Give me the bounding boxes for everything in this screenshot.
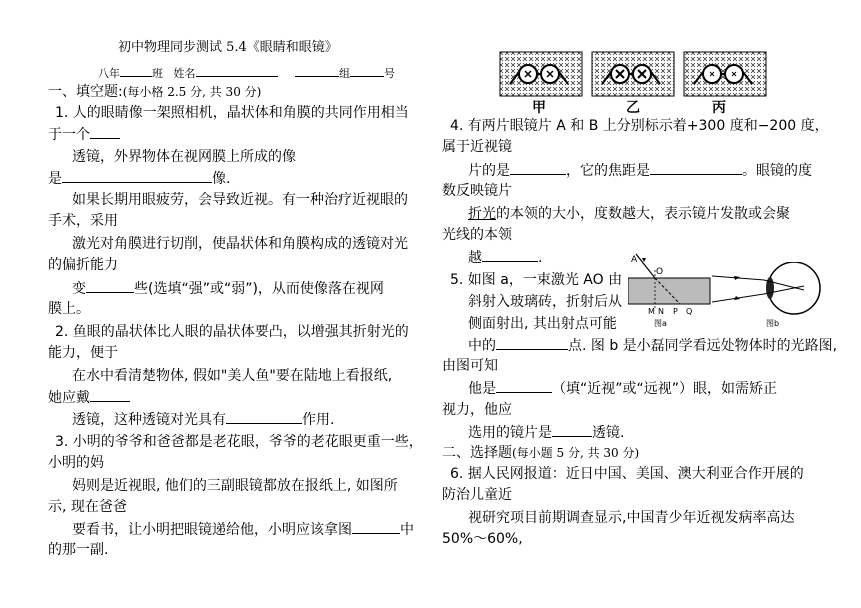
point-o-label: O bbox=[656, 267, 664, 277]
q4-answer-underlined: 折光 bbox=[468, 206, 496, 222]
q2-text: 透镜，这种透镜对光具有 bbox=[72, 412, 226, 428]
q5-blank2[interactable] bbox=[496, 378, 552, 393]
grade-label: 八年 bbox=[98, 67, 120, 80]
q1-line6: 手术，采用 bbox=[48, 213, 118, 229]
q1-blank2[interactable] bbox=[62, 168, 212, 183]
section2-header bbox=[442, 443, 639, 463]
q4-text: 的本领的大小，度数越大，表示镜片发散或会聚 bbox=[496, 206, 790, 222]
q4-blank2[interactable] bbox=[650, 160, 742, 175]
number-blank[interactable] bbox=[350, 62, 384, 77]
q3-blank1[interactable] bbox=[352, 519, 400, 534]
point-q-label: Q bbox=[686, 307, 693, 316]
q4-line6: 光线的本领 bbox=[442, 227, 512, 243]
q4-text: 越 bbox=[468, 250, 482, 266]
q1-line7: 激光对角膜进行切削，使晶状体和角膜构成的透镜对光 bbox=[72, 236, 408, 252]
name-label: 姓名 bbox=[173, 67, 196, 80]
glasses-panel-bing bbox=[684, 52, 766, 96]
q3-line2: 小明的妈 bbox=[48, 455, 104, 471]
q6-line4: 50%～60%, bbox=[442, 531, 523, 547]
q3-text: 中 bbox=[400, 522, 414, 538]
q4-blank3[interactable] bbox=[482, 247, 538, 262]
q6-line2: 防治儿童近 bbox=[442, 487, 512, 503]
group-label: 组 bbox=[338, 67, 350, 80]
q1-line4 bbox=[48, 168, 230, 189]
section2-heading: 二、选择题 bbox=[442, 445, 512, 461]
q1-blank1[interactable] bbox=[90, 124, 120, 139]
q1-text: 是 bbox=[48, 171, 62, 187]
q2-blank2[interactable] bbox=[226, 409, 302, 424]
q5-line5: 由图可知 bbox=[442, 358, 498, 374]
q2-text: 她应戴 bbox=[48, 390, 90, 406]
q1-blank3[interactable] bbox=[86, 278, 134, 293]
q4-line5 bbox=[468, 204, 790, 224]
q4-line2: 属于近视镜 bbox=[442, 139, 512, 155]
q1-line9 bbox=[72, 278, 384, 299]
q4-line4: 数反映镜片 bbox=[442, 183, 512, 199]
q4-text: . bbox=[538, 250, 543, 266]
q3-line3: 妈则是近视眼, 他们的三副眼镜都放在报纸上, 如图所 bbox=[72, 478, 398, 494]
q2-line1: 2. 鱼眼的晶状体比人眼的晶状体要凸，以增强其折射光的 bbox=[55, 324, 409, 340]
q3-line5 bbox=[72, 519, 414, 540]
q2-text: 作用. bbox=[302, 412, 335, 428]
q2-line3: 在水中看清楚物体, 假如"美人鱼"要在陆地上看报纸, bbox=[72, 368, 393, 384]
q5-line7: 视力，他应 bbox=[442, 402, 512, 418]
figure-label-jia: 甲 bbox=[532, 100, 546, 116]
glass-block-figure bbox=[628, 252, 712, 330]
q4-text: 片的是 bbox=[468, 163, 510, 179]
section2-scoring: (每小题 5 分, 共 30 分) bbox=[512, 446, 640, 460]
section1-header bbox=[48, 82, 261, 102]
glasses-panel-yi bbox=[592, 52, 674, 96]
glasses-panel-jia bbox=[500, 52, 582, 96]
q3-line1: 3. 小明的爷爷和爸爸都是老花眼，爷爷的老花眼更重一些， bbox=[55, 434, 423, 450]
q2-line4 bbox=[48, 387, 130, 408]
q1-line3: 透镜，外界物体在视网膜上所成的像 bbox=[72, 149, 296, 165]
q4-line7 bbox=[468, 247, 542, 268]
q5-text: （填“近视”或“远视”）眼，如需矫正 bbox=[552, 381, 778, 397]
q5-blank3[interactable] bbox=[552, 422, 592, 437]
class-label: 班 bbox=[152, 67, 163, 80]
figure-label-bing: 丙 bbox=[712, 100, 726, 116]
q6-line1: 6. 据人民网报道：近日中国、美国、澳大利亚合作开展的 bbox=[450, 466, 804, 482]
q1-line8: 的偏折能力 bbox=[48, 257, 118, 273]
q4-line3 bbox=[468, 160, 812, 181]
section1-scoring: (每小格 2.5 分, 共 30 分) bbox=[122, 85, 262, 99]
q2-line2: 能力，便于 bbox=[48, 345, 118, 361]
name-blank[interactable] bbox=[196, 62, 278, 77]
q5-line2: 斜射入玻璃砖，折射后从 bbox=[468, 294, 622, 310]
q6-line3: 视研究项目前期调查显示,中国青少年近视发病率高达 bbox=[468, 510, 795, 526]
q5-blank1[interactable] bbox=[496, 335, 568, 350]
eye-figure bbox=[712, 262, 824, 330]
q5-text: 他是 bbox=[468, 381, 496, 397]
group-blank[interactable] bbox=[295, 62, 339, 77]
q3-line4: 示, 现在爸爸 bbox=[48, 499, 127, 515]
grade-blank[interactable] bbox=[120, 62, 152, 77]
figure-label-yi: 乙 bbox=[626, 100, 640, 116]
q1-text: 变 bbox=[72, 281, 86, 297]
q5-line6 bbox=[468, 378, 777, 399]
q5-line8 bbox=[468, 422, 624, 443]
q1-line1: 1. 人的眼睛像一架照相机，晶状体和角膜的共同作用相当 bbox=[55, 105, 409, 121]
point-n-label: N bbox=[658, 307, 664, 316]
q1-line2 bbox=[48, 124, 120, 145]
q3-line6: 的那一副. bbox=[48, 542, 109, 558]
figure-a-caption: 图a bbox=[654, 319, 667, 328]
point-p-label: P bbox=[673, 307, 678, 316]
q4-line1: 4. 有两片眼镜片 A 和 B 上分别标示着+300 度和−200 度， bbox=[450, 118, 829, 134]
q4-text: ，它的焦距是 bbox=[566, 163, 650, 179]
point-m-label: M bbox=[648, 307, 655, 316]
q1-line5: 如果长期用眼疲劳，会导致近视。有一种治疗近视眼的 bbox=[72, 192, 408, 208]
q1-text: 些(选填“强”或“弱”)，从而使像落在视网 bbox=[134, 281, 384, 297]
q2-line5 bbox=[72, 409, 334, 430]
figure-b-caption: 图b bbox=[766, 319, 780, 328]
q5-line3: 侧面射出, 其出射点可能 bbox=[468, 316, 617, 332]
q1-text: 像. bbox=[212, 171, 231, 187]
section1-heading: 一、填空题: bbox=[48, 84, 123, 100]
q5-text: 点. 图 b 是小磊同学看远处物体时的光路图, bbox=[568, 338, 838, 354]
q2-blank1[interactable] bbox=[90, 387, 130, 402]
point-a-label: A bbox=[631, 255, 638, 265]
student-info-line bbox=[98, 62, 395, 84]
q5-line1: 5. 如图 a，一束激光 AO 由 bbox=[450, 272, 623, 288]
number-label: 号 bbox=[383, 67, 395, 80]
q5-line4 bbox=[468, 335, 837, 356]
q5-text: 选用的镜片是 bbox=[468, 425, 552, 441]
q4-blank1[interactable] bbox=[510, 160, 566, 175]
q4-text: 。眼镜的度 bbox=[742, 163, 812, 179]
q5-text: 透镜. bbox=[592, 425, 625, 441]
q3-text: 要看书，让小明把眼镜递给他，小明应该拿图 bbox=[72, 522, 352, 538]
page-title: 初中物理同步测试 5.4《眼睛和眼镜》 bbox=[118, 40, 338, 55]
q5-text: 中的 bbox=[468, 338, 496, 354]
q1-text: 于一个 bbox=[48, 127, 90, 143]
q1-line10: 膜上。 bbox=[48, 301, 90, 317]
